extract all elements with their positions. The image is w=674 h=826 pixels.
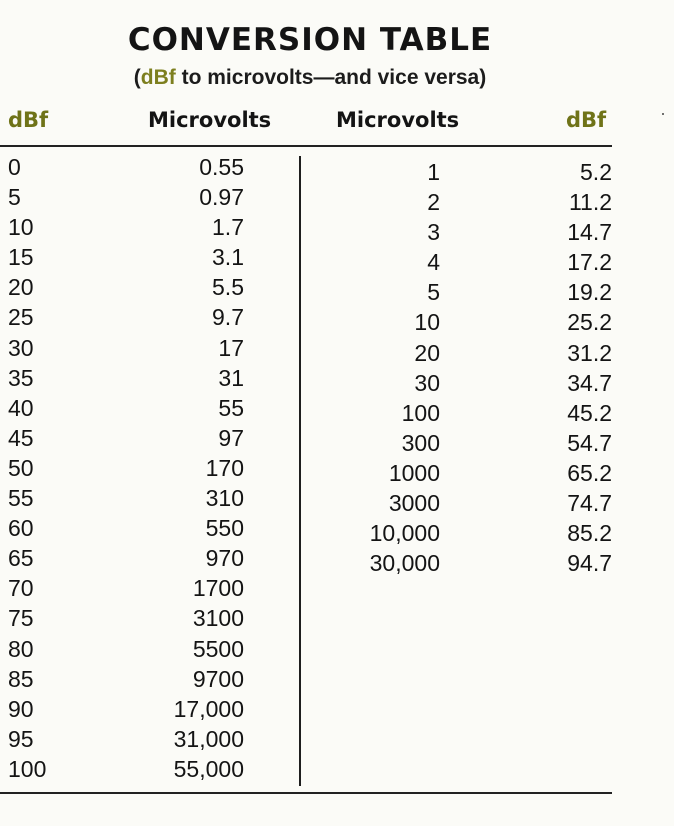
right-dbf-cell: 17.2	[567, 249, 612, 276]
bottom-rule	[0, 792, 612, 794]
right-dbf-cell: 19.2	[567, 279, 612, 306]
left-dbf-cell: 0	[8, 154, 21, 180]
left-dbf-cell: 25	[8, 304, 34, 331]
left-dbf-cell: 70	[8, 575, 34, 602]
page-subtitle	[0, 66, 620, 90]
left-microvolts-cell: 0.97	[199, 184, 244, 211]
subtitle-rest: to microvolts—and vice versa)	[175, 66, 487, 89]
left-microvolts-cell: 3.1	[212, 244, 244, 271]
left-dbf-cell: 35	[8, 364, 34, 391]
left-dbf-cell: 85	[8, 665, 34, 692]
right-dbf-column	[540, 157, 612, 578]
left-microvolts-cell: 310	[205, 485, 244, 512]
right-microvolts-cell: 30,000	[369, 550, 440, 577]
left-microvolts-cell: 5500	[192, 635, 244, 662]
left-dbf-cell: 55	[8, 485, 34, 512]
left-microvolts-cell: 550	[205, 515, 244, 542]
left-microvolts-cell: 97	[218, 424, 244, 451]
left-microvolts-column	[110, 152, 244, 784]
right-dbf-cell: 5.2	[580, 159, 612, 185]
left-dbf-cell: 5	[8, 184, 21, 211]
right-microvolts-cell: 3	[427, 219, 440, 246]
right-dbf-cell: 74.7	[567, 490, 612, 517]
header-left-dbf: dBf	[8, 108, 49, 132]
right-dbf-cell: 11.2	[568, 189, 612, 216]
left-dbf-cell: 75	[8, 605, 34, 632]
right-microvolts-cell: 1	[427, 159, 440, 185]
subtitle-accent: dBf	[140, 66, 176, 89]
right-microvolts-cell: 30	[414, 369, 440, 396]
right-dbf-cell: 54.7	[567, 429, 612, 456]
right-microvolts-cell: 10	[414, 309, 440, 336]
right-dbf-cell: 31.2	[567, 339, 612, 366]
right-dbf-cell: 94.7	[567, 550, 612, 577]
left-microvolts-cell: 31,000	[173, 725, 244, 752]
left-dbf-cell: 10	[8, 214, 34, 241]
left-dbf-column	[8, 152, 68, 784]
right-dbf-cell: 45.2	[567, 399, 612, 426]
left-microvolts-cell: 9700	[192, 665, 244, 692]
page-title: CONVERSION TABLE	[127, 22, 493, 58]
right-microvolts-column	[336, 157, 440, 578]
left-microvolts-cell: 1.7	[212, 214, 244, 241]
right-dbf-cell: 14.7	[567, 219, 612, 246]
left-microvolts-cell: 55	[218, 394, 244, 421]
left-dbf-cell: 45	[8, 424, 34, 451]
left-microvolts-cell: 5.5	[212, 274, 244, 301]
header-right-dbf: dBf	[566, 108, 607, 132]
left-microvolts-cell: 170	[205, 454, 244, 481]
left-microvolts-cell: 31	[218, 364, 244, 391]
left-dbf-cell: 65	[8, 545, 34, 572]
left-microvolts-cell: 9.7	[212, 304, 244, 331]
left-dbf-cell: 95	[8, 725, 34, 752]
right-microvolts-cell: 3000	[388, 490, 440, 517]
right-dbf-cell: 65.2	[567, 459, 612, 486]
left-dbf-cell: 30	[8, 334, 34, 361]
left-dbf-cell: 60	[8, 515, 34, 542]
left-microvolts-cell: 3100	[192, 605, 244, 632]
left-dbf-cell: 90	[8, 695, 34, 722]
left-dbf-cell: 80	[8, 635, 34, 662]
right-microvolts-cell: 10,000	[369, 520, 440, 547]
right-microvolts-cell: 4	[427, 249, 440, 276]
column-divider	[299, 156, 301, 786]
left-microvolts-cell: 17,000	[173, 695, 244, 722]
left-microvolts-cell: 1700	[192, 575, 244, 602]
right-microvolts-cell: 20	[414, 339, 440, 366]
left-dbf-cell: 50	[8, 454, 34, 481]
subtitle-open: (	[133, 66, 141, 89]
left-dbf-cell: 15	[8, 244, 34, 271]
header-right-microvolts: Microvolts	[336, 108, 460, 132]
left-dbf-cell: 100	[8, 755, 47, 782]
header-rule	[0, 145, 612, 147]
left-microvolts-cell: 17	[218, 334, 244, 361]
right-microvolts-cell: 100	[401, 399, 440, 426]
left-microvolts-cell: 970	[205, 545, 244, 572]
right-dbf-cell: 85.2	[567, 520, 612, 547]
print-speck	[662, 113, 664, 115]
left-microvolts-cell: 0.55	[199, 154, 244, 180]
left-microvolts-cell: 55,000	[173, 755, 244, 782]
right-dbf-cell: 34.7	[567, 369, 612, 396]
right-microvolts-cell: 1000	[388, 459, 440, 486]
header-left-microvolts: Microvolts	[148, 108, 272, 132]
right-dbf-cell: 25.2	[567, 309, 612, 336]
left-dbf-cell: 20	[8, 274, 34, 301]
left-dbf-cell: 40	[8, 394, 34, 421]
right-microvolts-cell: 300	[401, 429, 440, 456]
right-microvolts-cell: 2	[427, 189, 440, 216]
right-microvolts-cell: 5	[427, 279, 440, 306]
